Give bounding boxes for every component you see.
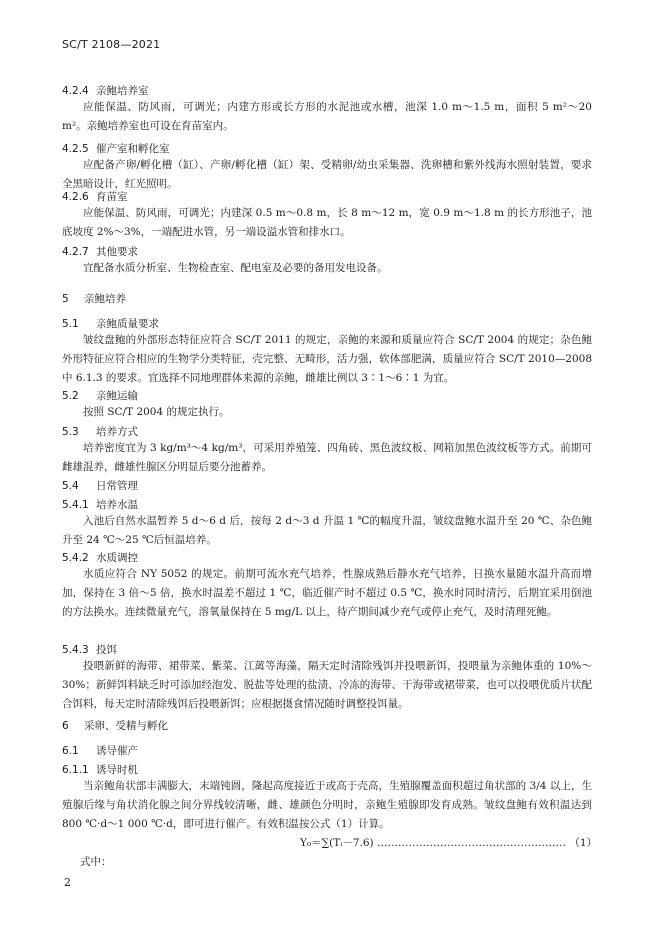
section-heading: 5.4.3 投饵 <box>62 644 117 656</box>
paragraph: 皱纹盘鲍的外部形态特征应符合 SC/T 2011 的规定，亲鲍的来源和质量应符合 SC/T 2004 的规定；杂色鲍外形特征应符合相应的生物学分类特征，壳完整、无畸形，活力强，软体部肥满，质量应符合 SC/T 2010—2008 中 6.1.3 的要求。宜选择不同地理群体来源的亲鲍，雌雄比例以 3∶1～6∶1 为宜。 <box>62 334 592 384</box>
where-label: 式中： <box>80 856 112 868</box>
formula-1 <box>300 835 597 850</box>
section-heading: 5.4.1 培养水温 <box>62 499 138 511</box>
section-4-2-7 <box>62 244 592 278</box>
formula-number: （1） <box>569 837 598 849</box>
section-heading: 4.2.6 育苗室 <box>62 191 128 203</box>
section-heading: 6.1.1 诱导时机 <box>62 764 138 776</box>
section-5-1 <box>62 316 592 388</box>
section-heading: 4.2.7 其他要求 <box>62 246 138 258</box>
section-4-2-4 <box>62 83 592 136</box>
section-heading: 5.2 亲鲍运输 <box>62 390 138 402</box>
paragraph: 当亲鲍角状部丰满膨大，末端钝圆，隆起高度接近于或高于壳高，生殖腺覆盖面积超过角状部的 3/4 以上，生殖腺后缘与角状消化腺之间分界线较清晰，雌、雄颜色分明时，亲鲍生殖腺即发育成熟。皱纹盘鲍有效积温达到 800 ℃·d～1 000 ℃·d，即可进行催产。有效积温按公式（1）计算。 <box>62 780 592 830</box>
section-6 <box>62 718 592 733</box>
section-5-4 <box>62 478 592 493</box>
section-5-3 <box>62 424 592 477</box>
page-number: 2 <box>64 876 71 889</box>
paragraph: 水质应符合 NY 5052 的规定。前期可流水充气培养，性腺成熟后静水充气培养，日换水量随水温升高而增加，保持在 3 倍～5 倍，换水时温差不超过 1 ℃，临近催产时不超过 0.5 ℃，换水时同时清污，后期宜采用倒池的方法换水。连续微量充气，溶氧量保持在 5 mg/L 以上，待产期间减少充气或停止充气，及时清理死鲍。 <box>62 568 592 618</box>
section-4-2-5 <box>62 141 592 194</box>
section-5 <box>62 291 592 306</box>
paragraph: 应能保温、防风雨，可调光；内建深 0.5 m～0.8 m，长 8 m～12 m，宽 0.9 m～1.8 m 的长方形池子，池底坡度 2%～3%，一端配进水管，另一端设溢水管和排水口。 <box>62 207 592 238</box>
paragraph: 入池后自然水温暂养 5 d～6 d 后，按每 2 d～3 d 升温 1 ℃的幅度升温，皱纹盘鲍水温升至 20 ℃、杂色鲍升至 24 ℃～25 ℃后恒温培养。 <box>62 515 592 546</box>
paragraph: 宜配备水质分析室、生物检查室、配电室及必要的备用发电设备。 <box>83 262 388 274</box>
section-5-4-2 <box>62 550 592 622</box>
formula-expression: Y₀＝∑(Tᵢ－7.6) <box>300 837 374 849</box>
section-heading: 4.2.5 催产室和孵化室 <box>62 143 170 155</box>
paragraph: 投喂新鲜的海带、裙带菜、紫菜、江蓠等海藻，隔天定时清除残饵并投喂新饵，投喂量为亲鲍体重的 10%～30%；新鲜饵料缺乏时可添加经泡发、脱盐等处理的盐渍、冷冻的海带、干海带或裙带菜，也可以投喂优质片状配合饵料，每天定时清除残饵后投喂新饵；应根据摄食情况随时调整投饵量。 <box>62 660 592 710</box>
section-6-1-1 <box>62 762 592 834</box>
chapter-heading: 6 采卵、受精与孵化 <box>62 720 168 732</box>
section-heading: 5.3 培养方式 <box>62 426 138 438</box>
document-header: SC/T 2108—2021 <box>62 38 161 51</box>
section-heading: 6.1 诱导催产 <box>62 745 138 757</box>
section-5-4-1 <box>62 497 592 550</box>
chapter-heading: 5 亲鲍培养 <box>62 293 126 305</box>
section-5-2 <box>62 388 592 422</box>
section-5-4-3 <box>62 642 592 714</box>
section-heading: 5.4.2 水质调控 <box>62 552 138 564</box>
section-4-2-6 <box>62 189 592 242</box>
section-heading: 5.4 日常管理 <box>62 480 138 492</box>
formula-leaders: ……………………………………………… <box>377 837 566 849</box>
paragraph: 应能保温、防风雨，可调光；内建方形或长方形的水泥池或水槽，池深 1.0 m～1.5 m，面积 5 m²～20 m²。亲鲍培养室也可设在育苗室内。 <box>62 101 592 132</box>
section-6-1 <box>62 743 592 758</box>
paragraph: 培养密度宜为 3 kg/m³～4 kg/m³，可采用养殖笼、四角砖、黑色波纹板、网箱加黑色波纹板等方式。前期可雌雄混养，雌雄性腺区分明显后要分池蓄养。 <box>62 442 592 473</box>
section-heading: 4.2.4 亲鲍培养室 <box>62 85 149 97</box>
section-heading: 5.1 亲鲍质量要求 <box>62 318 159 330</box>
paragraph: 按照 SC/T 2004 的规定执行。 <box>83 406 230 418</box>
paragraph: 应配备产卵/孵化槽（缸）、产卵/孵化槽（缸）架、受精卵/幼虫采集器、洗卵槽和紫外线海水照射装置，要求全黑暗设计，红光照明。 <box>62 159 592 190</box>
